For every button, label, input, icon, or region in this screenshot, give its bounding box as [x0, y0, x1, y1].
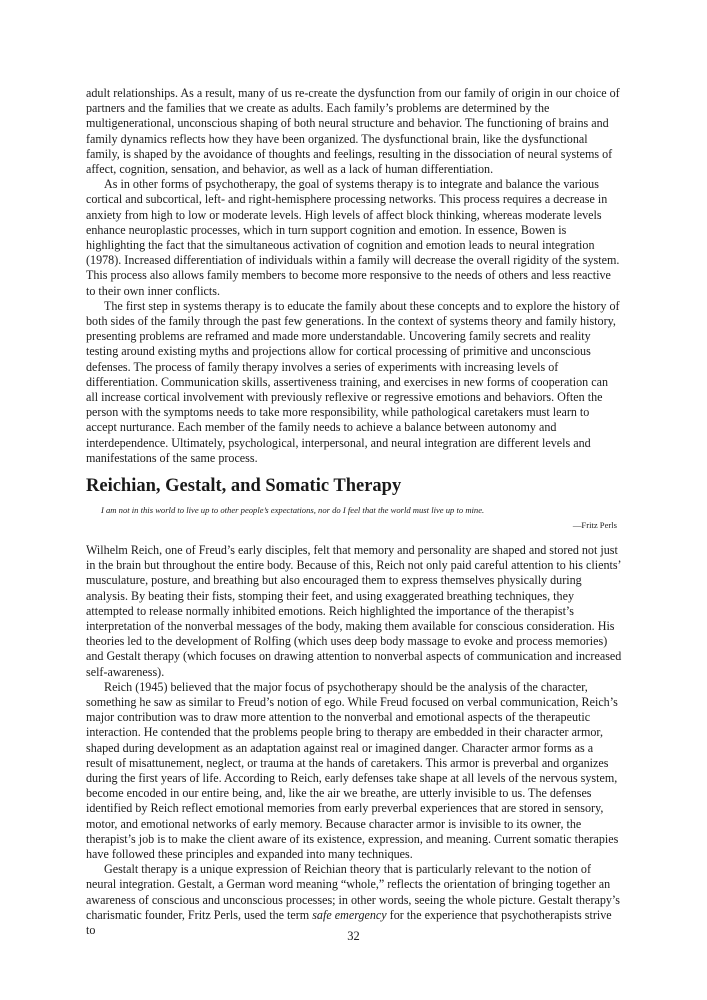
paragraph [86, 862, 622, 938]
paragraph: Reich (1945) believed that the major focus of psychotherapy should be the analysis of the character, something he saw as similar to Freud’s notion of ego. While Freud focused on verbal communication, Reich’s major contribution was to draw more attention to the nonverbal and emotional aspects of the therapeutic interaction. He contended that the problems people bring to therapy are embedded in their character armor, shaped during development as an adaptation against real or imagined danger. Character armor forms as a result of misattunement, neglect, or trauma at the hands of caretakers. This armor is preverbal and organizes during the first years of life. According to Reich, early defenses take shape at all levels of the nervous system, become encoded in our entire being, and, like the air we breathe, are utterly invisible to us. The defenses identified by Reich reflect emotional memories from early preverbal experiences that are stored in sensory, motor, and emotional networks of early memory. Because character armor is invisible to its owner, the therapist’s job is to make the client aware of its existence, expression, and meaning. Current somatic therapies have followed these principles and expanded into many techniques. [86, 679, 619, 862]
epigraph-quote: I am not in this world to live up to other people’s expectations, nor do I feel that the world must live up to mine. [101, 505, 485, 515]
epigraph-attribution: —Fritz Perls [572, 520, 617, 530]
paragraph-text: Gestalt therapy is a unique expression of Reichian theory that is particularly relevant to the notion of neural integration. Gestalt, a German word meaning “whole,” reflects the orientation of bringing together an awareness of conscious and unconscious processes; in other words, seeing the whole picture. Gestalt therapy’s charismatic founder, Fritz Perls, used the term [86, 862, 620, 922]
page-number: 32 [347, 929, 360, 943]
paragraph: The first step in systems therapy is to educate the family about these concepts and to explore the history of both sides of the family through the past few generations. In the context of systems theory and family history, presenting problems are reframed and made more understandable. Uncovering family secrets and reality testing around existing myths and projections allow for cortical processing of primitive and unconscious defenses. The process of family therapy involves a series of experiments with increasing levels of differentiation. Communication skills, assertiveness training, and exercises in new forms of cooperation can all increase cortical involvement with previously reflexive or regressive emotions and behaviors. Often the person with the symptoms needs to take more responsibility, while pathological caretakers must learn to accept nurturance. Each member of the family needs to achieve a balance between autonomy and interdependence. Ultimately, psychological, interpersonal, and neural integration are different levels and manifestations of the same process. [86, 298, 620, 465]
emphasized-term: safe emergency [312, 907, 387, 922]
systems-therapy-text [86, 86, 622, 466]
section-heading: Reichian, Gestalt, and Somatic Therapy [86, 476, 402, 496]
reichian-therapy-text [86, 543, 622, 938]
paragraph-text: for the experience that psychotherapists strive to [86, 907, 612, 938]
paragraph: As in other forms of psychotherapy, the goal of systems therapy is to integrate and balance the various cortical and subcortical, left- and right-hemisphere processing networks. This process requires a decrease in anxiety from high to low or moderate levels. High levels of affect block thinking, whereas moderate levels enhance neuroplastic processes, which in turn support cognition and emotion. In essence, Bowen is highlighting the fact that the simultaneous activation of cognition and emotion leads to neural integration (1978). Increased differentiation of individuals within a family will decrease the overall rigidity of the system. This process also allows family members to become more responsive to the needs of others and less reactive to their own inner conflicts. [86, 177, 620, 298]
paragraph: Wilhelm Reich, one of Freud’s early disciples, felt that memory and personality are shaped and stored not just in the brain but throughout the entire body. Because of this, Reich not only paid careful attention to his clients’ musculature, posture, and breathing but also encouraged them to express themselves physically during analysis. By beating their fists, stomping their feet, and using exaggerated breathing techniques, they attempted to release normally inhibited emotions. Reich highlighted the importance of the therapist’s interpretation of the nonverbal messages of the body, making them available for conscious consideration. His theories led to the development of Rolfing (which uses deep body massage to evoke and process memories) and Gestalt therapy (which focuses on drawing attention to nonverbal aspects of communication and increased self-awareness). [86, 543, 622, 679]
paragraph: adult relationships. As a result, many of us re-create the dysfunction from our family of origin in our choice of partners and the families that we create as adults. Each family’s problems are determined by the multigenerational, unconscious shaping of both neural structure and behavior. The functioning of brains and family dynamics reflects how they have been organized. The dysfunctional brain, like the dysfunctional family, is shaped by the avoidance of thoughts and feelings, resulting in the dissociation of neural systems of affect, cognition, sensation, and behavior, as well as a lack of human differentiation. [86, 86, 620, 177]
